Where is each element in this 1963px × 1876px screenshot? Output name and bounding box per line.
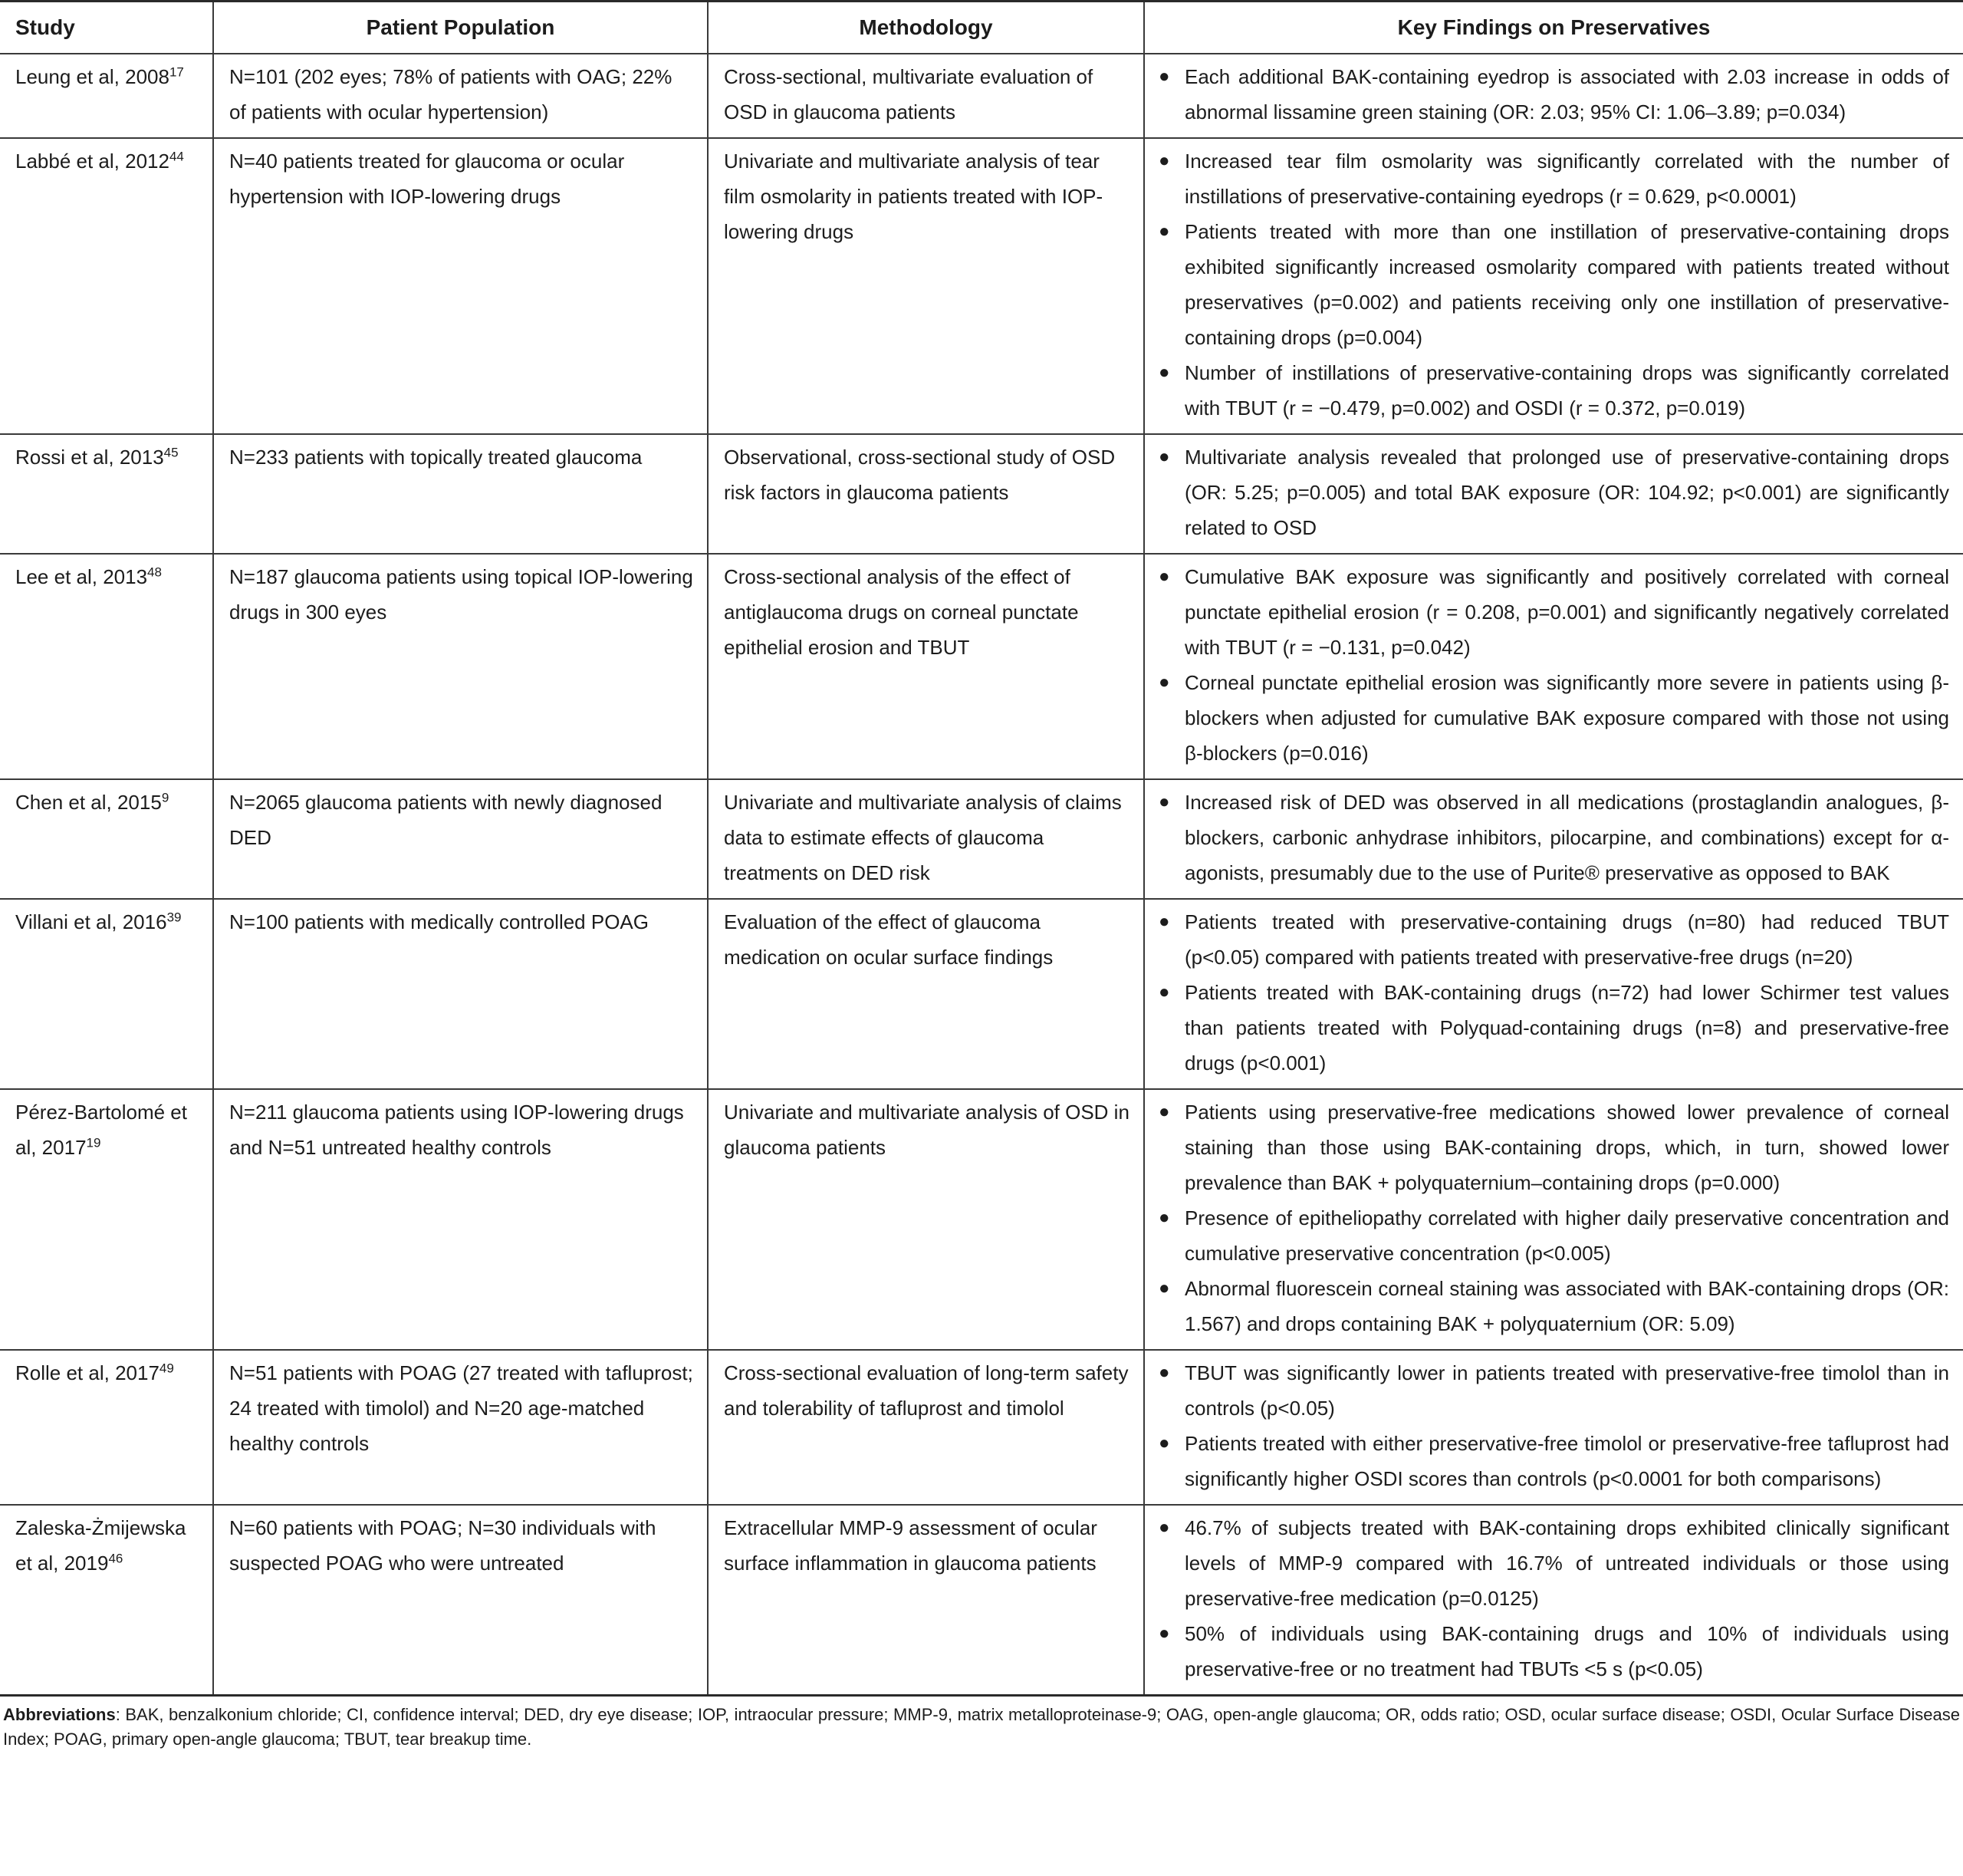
finding-item <box>1152 665 1949 771</box>
study-cell <box>0 1089 213 1350</box>
bullet-icon: ● <box>1159 1623 1170 1644</box>
abbreviations-text: : BAK, benzalkonium chloride; CI, confidence interval; DED, dry eye disease; IOP, intraocular pressure; MMP-9, matrix metalloproteinase-9; OAG, open-angle glaucoma; OR, odds ratio; OSD, ocular surface disease; OSDI, Ocular Surface Disease Index; POAG, primary open-angle glaucoma; TBUT, tear breakup time. <box>3 1705 1960 1749</box>
findings-list <box>1152 785 1949 890</box>
table-row <box>0 434 1963 554</box>
bullet-icon: ● <box>1159 446 1170 467</box>
finding-text: Abnormal fluorescein corneal staining was associated with BAK-containing drops (OR: 1.567) and drops containing BAK + polyquaternium (OR: 5.09) <box>1185 1277 1949 1335</box>
bullet-icon: ● <box>1159 362 1170 383</box>
study-cell <box>0 899 213 1089</box>
population-cell: N=2065 glaucoma patients with newly diagnosed DED <box>213 779 708 899</box>
methodology-cell: Cross-sectional analysis of the effect of antiglaucoma drugs on corneal punctate epithelial erosion and TBUT <box>708 554 1144 779</box>
bullet-icon: ● <box>1159 221 1170 242</box>
bullet-icon: ● <box>1159 982 1170 1002</box>
bullet-icon: ● <box>1159 1433 1170 1453</box>
findings-cell <box>1144 434 1963 554</box>
methodology-cell: Univariate and multivariate analysis of claims data to estimate effects of glaucoma treatments on DED risk <box>708 779 1144 899</box>
findings-cell <box>1144 1089 1963 1350</box>
bullet-icon: ● <box>1159 1101 1170 1122</box>
findings-list <box>1152 1510 1949 1687</box>
finding-text: Presence of epitheliopathy correlated with higher daily preservative concentration and cumulative preservative concentration (p<0.005) <box>1185 1206 1949 1265</box>
finding-text: Corneal punctate epithelial erosion was significantly more severe in patients using β-blockers when adjusted for cumulative BAK exposure compared with those not using β-blockers (p=0.016) <box>1185 671 1949 765</box>
bullet-icon: ● <box>1159 672 1170 693</box>
finding-item <box>1152 1510 1949 1616</box>
study-name: Zaleska-Żmijewska et al, 2019 <box>15 1516 186 1575</box>
study-cell <box>0 1505 213 1696</box>
study-name: Rolle et al, 2017 <box>15 1361 159 1384</box>
bullet-icon: ● <box>1159 566 1170 587</box>
header-study: Study <box>0 2 213 54</box>
finding-item <box>1152 975 1949 1081</box>
table-row <box>0 138 1963 434</box>
finding-item <box>1152 214 1949 355</box>
bullet-icon: ● <box>1159 1517 1170 1538</box>
findings-cell <box>1144 138 1963 434</box>
reference-number: 49 <box>159 1361 174 1376</box>
finding-text: Multivariate analysis revealed that prolonged use of preservative-containing drops (OR: 5.25; p=0.005) and total BAK exposure (OR: 104.92; p<0.001) are significantly related to OSD <box>1185 446 1949 539</box>
finding-item <box>1152 1355 1949 1426</box>
population-cell: N=101 (202 eyes; 78% of patients with OAG; 22% of patients with ocular hypertension) <box>213 54 708 138</box>
finding-text: Cumulative BAK exposure was significantly and positively correlated with corneal punctate epithelial erosion (r = 0.208, p=0.001) and significantly negatively correlated with TBUT (r = −0.131, p=0.042) <box>1185 565 1949 659</box>
methodology-cell: Observational, cross-sectional study of OSD risk factors in glaucoma patients <box>708 434 1144 554</box>
methodology-cell: Cross-sectional evaluation of long-term safety and tolerability of tafluprost and timolol <box>708 1350 1144 1505</box>
study-cell <box>0 1350 213 1505</box>
study-name: Pérez-Bartolomé et al, 2017 <box>15 1101 187 1159</box>
findings-list <box>1152 559 1949 771</box>
finding-text: 50% of individuals using BAK-containing drugs and 10% of individuals using preservative-free or no treatment had TBUTs <5 s (p<0.05) <box>1185 1622 1949 1680</box>
study-name: Chen et al, 2015 <box>15 791 162 814</box>
findings-list <box>1152 1094 1949 1341</box>
reference-number: 17 <box>169 64 184 80</box>
bullet-icon: ● <box>1159 1278 1170 1298</box>
population-cell: N=211 glaucoma patients using IOP-lowering drugs and N=51 untreated healthy controls <box>213 1089 708 1350</box>
reference-number: 19 <box>86 1135 101 1150</box>
table-row <box>0 1505 1963 1696</box>
findings-cell <box>1144 899 1963 1089</box>
study-name: Leung et al, 2008 <box>15 65 169 88</box>
table-header-row <box>0 2 1963 54</box>
study-name: Villani et al, 2016 <box>15 910 167 933</box>
reference-number: 44 <box>169 149 184 164</box>
table-row <box>0 1350 1963 1505</box>
finding-item <box>1152 143 1949 214</box>
header-patient-population: Patient Population <box>213 2 708 54</box>
reference-number: 45 <box>163 445 179 460</box>
methodology-cell: Univariate and multivariate analysis of tear film osmolarity in patients treated with IOP-lowering drugs <box>708 138 1144 434</box>
table-row <box>0 899 1963 1089</box>
finding-text: Patients treated with preservative-containing drugs (n=80) had reduced TBUT (p<0.05) compared with patients treated with preservative-free drugs (n=20) <box>1185 910 1949 969</box>
finding-item <box>1152 1426 1949 1496</box>
bullet-icon: ● <box>1159 66 1170 87</box>
study-cell <box>0 434 213 554</box>
finding-item <box>1152 559 1949 665</box>
findings-cell <box>1144 779 1963 899</box>
finding-text: Increased tear film osmolarity was significantly correlated with the number of instillations of preservative-containing eyedrops (r = 0.629, p<0.0001) <box>1185 150 1949 208</box>
bullet-icon: ● <box>1159 1362 1170 1383</box>
reference-number: 39 <box>166 910 182 925</box>
study-cell <box>0 554 213 779</box>
findings-cell <box>1144 554 1963 779</box>
population-cell: N=40 patients treated for glaucoma or ocular hypertension with IOP-lowering drugs <box>213 138 708 434</box>
findings-cell <box>1144 54 1963 138</box>
findings-cell <box>1144 1350 1963 1505</box>
finding-text: Patients treated with either preservative-free timolol or preservative-free tafluprost had significantly higher OSDI scores than controls (p<0.0001 for both comparisons) <box>1185 1432 1949 1490</box>
table-row <box>0 554 1963 779</box>
abbreviations-label: Abbreviations <box>3 1705 116 1724</box>
bullet-icon: ● <box>1159 150 1170 171</box>
finding-item <box>1152 785 1949 890</box>
study-cell <box>0 779 213 899</box>
methodology-cell: Extracellular MMP-9 assessment of ocular surface inflammation in glaucoma patients <box>708 1505 1144 1696</box>
study-name: Lee et al, 2013 <box>15 565 148 588</box>
findings-list <box>1152 1355 1949 1496</box>
population-cell: N=51 patients with POAG (27 treated with tafluprost; 24 treated with timolol) and N=20 age-matched healthy controls <box>213 1350 708 1505</box>
finding-item <box>1152 1094 1949 1200</box>
methodology-cell: Univariate and multivariate analysis of OSD in glaucoma patients <box>708 1089 1144 1350</box>
study-name: Labbé et al, 2012 <box>15 150 169 173</box>
finding-item <box>1152 1271 1949 1341</box>
finding-item <box>1152 59 1949 130</box>
finding-text: TBUT was significantly lower in patients treated with preservative-free timolol than in controls (p<0.05) <box>1185 1361 1949 1420</box>
finding-item <box>1152 1200 1949 1271</box>
finding-text: 46.7% of subjects treated with BAK-containing drops exhibited clinically significant levels of MMP-9 compared with 16.7% of untreated individuals or those using preservative-free medication (p=0.0125) <box>1185 1516 1949 1610</box>
findings-list <box>1152 59 1949 130</box>
findings-list <box>1152 904 1949 1081</box>
population-cell: N=233 patients with topically treated glaucoma <box>213 434 708 554</box>
reference-number: 46 <box>108 1551 123 1566</box>
bullet-icon: ● <box>1159 1207 1170 1228</box>
population-cell: N=100 patients with medically controlled POAG <box>213 899 708 1089</box>
bullet-icon: ● <box>1159 911 1170 932</box>
finding-text: Increased risk of DED was observed in all medications (prostaglandin analogues, β-blockers, carbonic anhydrase inhibitors, pilocarpine, and combinations) except for α-agonists, presumably due to the use of Purite® preservative as opposed to BAK <box>1185 791 1949 884</box>
finding-text: Number of instillations of preservative-containing drops was significantly correlated with TBUT (r = −0.479, p=0.002) and OSDI (r = 0.372, p=0.019) <box>1185 361 1949 420</box>
finding-text: Each additional BAK-containing eyedrop is associated with 2.03 increase in odds of abnormal lissamine green staining (OR: 2.03; 95% CI: 1.06–3.89; p=0.034) <box>1185 65 1949 123</box>
reference-number: 48 <box>147 564 162 580</box>
finding-text: Patients using preservative-free medications showed lower prevalence of corneal staining than those using BAK-containing drops, which, in turn, showed lower prevalence than BAK + polyquaternium–containing drops (p=0.000) <box>1185 1101 1949 1194</box>
reference-number: 9 <box>161 790 169 805</box>
abbreviations-footnote <box>0 1697 1963 1752</box>
findings-list <box>1152 439 1949 545</box>
header-key-findings: Key Findings on Preservatives <box>1144 2 1963 54</box>
findings-cell <box>1144 1505 1963 1696</box>
table-row <box>0 54 1963 138</box>
table-row <box>0 779 1963 899</box>
methodology-cell: Cross-sectional, multivariate evaluation of OSD in glaucoma patients <box>708 54 1144 138</box>
study-name: Rossi et al, 2013 <box>15 446 164 469</box>
study-cell <box>0 138 213 434</box>
finding-item <box>1152 1616 1949 1687</box>
findings-list <box>1152 143 1949 426</box>
population-cell: N=187 glaucoma patients using topical IOP-lowering drugs in 300 eyes <box>213 554 708 779</box>
finding-text: Patients treated with BAK-containing drugs (n=72) had lower Schirmer test values than patients treated with Polyquad-containing drugs (n=8) and preservative-free drugs (p<0.001) <box>1185 981 1949 1075</box>
methodology-cell: Evaluation of the effect of glaucoma medication on ocular surface findings <box>708 899 1144 1089</box>
table-row <box>0 1089 1963 1350</box>
population-cell: N=60 patients with POAG; N=30 individuals with suspected POAG who were untreated <box>213 1505 708 1696</box>
header-methodology: Methodology <box>708 2 1144 54</box>
finding-item <box>1152 904 1949 975</box>
study-cell <box>0 54 213 138</box>
bullet-icon: ● <box>1159 792 1170 812</box>
table-body <box>0 54 1963 1696</box>
finding-item <box>1152 439 1949 545</box>
finding-item <box>1152 355 1949 426</box>
finding-text: Patients treated with more than one instillation of preservative-containing drops exhibited significantly increased osmolarity compared with patients treated without preservatives (p=0.002) and patients receiving only one instillation of preservative-containing drops (p=0.004) <box>1185 220 1949 349</box>
